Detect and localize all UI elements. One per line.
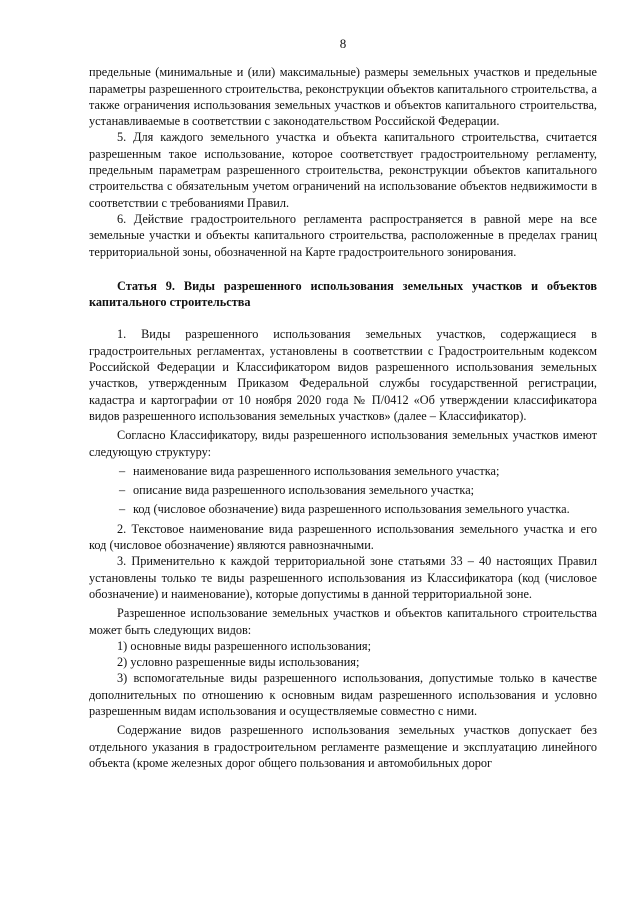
list-item-text: описание вида разрешенного использования земельного участка; xyxy=(133,483,475,498)
list-item xyxy=(89,463,597,479)
paragraph-continuation: предельные (минимальные и (или) максимальные) размеры земельных участков и предельные параметры разрешенного строительства, реконструкции объектов капитального строительства, а также ограничения использования земельных участков и объектов капитального строительства, устанавливаемые в соответствии с законодательством Российской Федерации. xyxy=(89,65,597,129)
article-paragraph-2: 2. Текстовое наименование вида разрешенного использования земельного участка и его код (числовое обозначение) являются равнозначными. xyxy=(89,521,597,553)
list-item-text: наименование вида разрешенного использования земельного участка; xyxy=(133,463,500,478)
page-number: 8 xyxy=(339,36,347,51)
list-item: 3) вспомогательные виды разрешенного использования, допустимые только в качестве дополнительных по отношению к основным видам разрешенного использования и условно разрешенным видам использования и осуществляемые совместно с ними. xyxy=(89,671,597,718)
list-item xyxy=(89,501,597,517)
list-item xyxy=(89,482,597,498)
article-paragraph-3: 3. Применительно к каждой территориальной зоне статьями 33 – 40 настоящих Правил установлены только те виды разрешенного использования из Классификатора (код (числовое обозначение) и наименование), которые допустимы в данной территориальной зоне. xyxy=(89,554,597,601)
paragraph-5: 5. Для каждого земельного участка и объекта капитального строительства, считается разрешенным такое использование, которое соответствует градостроительному регламенту, предельным параметрам разрешенного строительства, реконструкции объектов капитального строительства с обязательным учетом ограничений на использование объектов недвижимости в соответствии с требованиями Правил. xyxy=(89,130,597,210)
dash-marker: – xyxy=(119,502,126,517)
list-item-text: код (числовое обозначение) вида разрешенного использования земельного участка. xyxy=(133,502,570,517)
paragraph-6: 6. Действие градостроительного регламента распространяется в равной мере на все земельные участки и объекты капитального строительства, расположенные в пределах границ территориальной зоны, обозначенной на Карте градостроительного зонирования. xyxy=(89,211,597,259)
dash-marker: – xyxy=(119,463,126,478)
dash-marker: – xyxy=(119,483,126,498)
article-paragraph-1: 1. Виды разрешенного использования земельных участков, содержащиеся в градостроительных регламентах, установлены в соответствии с Градостроительным кодексом Российской Федерации и Классификатором видов разрешенного использования земельных участков, утвержденным Приказом Федеральной службы государственной регистрации, кадастра и картографии от 10 ноября 2020 года № П/0412 «Об утверждении классификатора видов разрешенного использования земельных участков» (далее – Классификатор). xyxy=(89,327,597,423)
list-item: 2) условно разрешенные виды использования; xyxy=(117,655,360,670)
article-heading: Статья 9. Виды разрешенного использования земельных участков и объектов капитального строительства xyxy=(89,278,597,310)
list-item: 1) основные виды разрешенного использования; xyxy=(117,638,372,653)
article-paragraph-linear-objects: Содержание видов разрешенного использования земельных участков допускает без отдельного указания в градостроительном регламенте размещение и эксплуатацию линейного объекта (кроме железных дорог общего пользования и автомобильных дорог xyxy=(89,723,597,770)
article-paragraph-types-intro: Разрешенное использование земельных участков и объектов капитального строительства может быть следующих видов: xyxy=(89,606,597,637)
article-paragraph-structure: Согласно Классификатору, виды разрешенного использования земельных участков имеют следующую структуру: xyxy=(89,428,597,459)
